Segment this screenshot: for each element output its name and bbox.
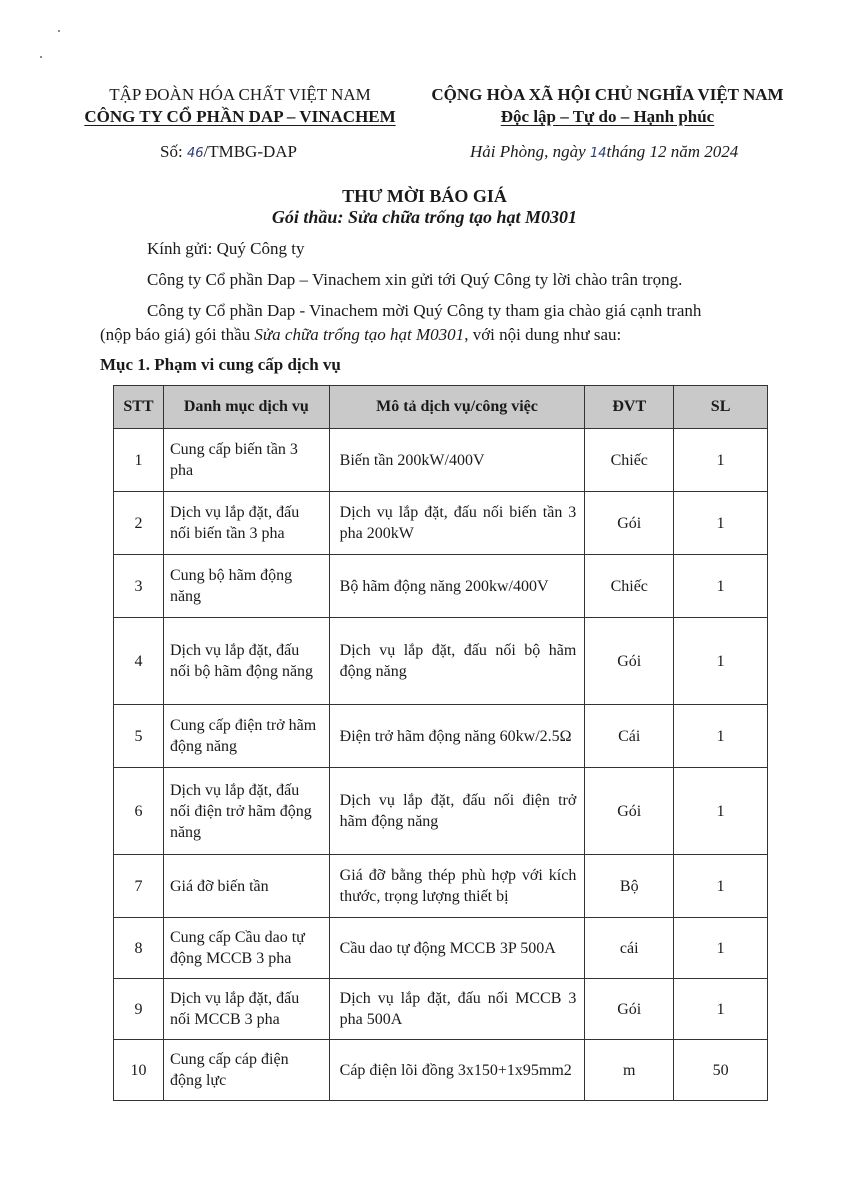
row-stt: 3 bbox=[114, 555, 164, 618]
row-stt: 1 bbox=[114, 429, 164, 492]
row-unit: Gói bbox=[585, 492, 674, 555]
row-description: Bộ hãm động năng 200kw/400V bbox=[329, 555, 585, 618]
row-description: Điện trở hãm động năng 60kw/2.5Ω bbox=[329, 705, 585, 768]
row-stt: 5 bbox=[114, 705, 164, 768]
table-row bbox=[114, 618, 768, 705]
invitation-line1: Công ty Cổ phần Dap - Vinachem mời Quý Công ty tham gia chào giá cạnh tranh bbox=[147, 301, 702, 320]
header-description: Mô tả dịch vụ/công việc bbox=[329, 386, 585, 429]
table-header-row bbox=[114, 386, 768, 429]
table-row bbox=[114, 855, 768, 918]
row-quantity: 1 bbox=[674, 768, 768, 855]
row-unit: cái bbox=[585, 918, 674, 979]
invitation-line2: (nộp báo giá) gói thầu Sửa chữa trống tạo hạt M0301, với nội dung như sau: bbox=[100, 325, 622, 344]
table-row bbox=[114, 492, 768, 555]
handwritten-number: 46 bbox=[186, 146, 204, 161]
header-unit: ĐVT bbox=[585, 386, 674, 429]
row-stt: 4 bbox=[114, 618, 164, 705]
row-description: Dịch vụ lắp đặt, đấu nối bộ hãm động năng bbox=[329, 618, 585, 705]
row-unit: Gói bbox=[585, 618, 674, 705]
row-service: Giá đỡ biến tần bbox=[163, 855, 329, 918]
row-description: Giá đỡ bằng thép phù hợp với kích thước, trọng lượng thiết bị bbox=[329, 855, 585, 918]
row-quantity: 1 bbox=[674, 918, 768, 979]
row-quantity: 1 bbox=[674, 429, 768, 492]
row-quantity: 50 bbox=[674, 1040, 768, 1101]
header-stt: STT bbox=[114, 386, 164, 429]
row-description: Dịch vụ lắp đặt, đấu nối MCCB 3 pha 500A bbox=[329, 979, 585, 1040]
issuer-company: CÔNG TY CỔ PHẦN DAP – VINACHEM bbox=[84, 107, 396, 126]
row-description: Dịch vụ lắp đặt, đấu nối biến tần 3 pha 200kW bbox=[329, 492, 585, 555]
scan-speck bbox=[58, 30, 60, 32]
row-quantity: 1 bbox=[674, 705, 768, 768]
header-service: Danh mục dịch vụ bbox=[163, 386, 329, 429]
document-date: Hải Phòng, ngày 14tháng 12 năm 2024 bbox=[470, 142, 739, 161]
table-row bbox=[114, 555, 768, 618]
row-unit: Bộ bbox=[585, 855, 674, 918]
document-title: THƯ MỜI BÁO GIÁ bbox=[342, 186, 507, 206]
greeting: Kính gửi: Quý Công ty bbox=[147, 239, 305, 258]
row-quantity: 1 bbox=[674, 555, 768, 618]
row-quantity: 1 bbox=[674, 855, 768, 918]
row-unit: Gói bbox=[585, 979, 674, 1040]
row-unit: m bbox=[585, 1040, 674, 1101]
national-header bbox=[405, 84, 810, 128]
row-service: Dịch vụ lắp đặt, đấu nối biến tần 3 pha bbox=[163, 492, 329, 555]
row-description: Cáp điện lõi đồng 3x150+1x95mm2 bbox=[329, 1040, 585, 1101]
table-row bbox=[114, 1040, 768, 1101]
row-service: Cung bộ hãm động năng bbox=[163, 555, 329, 618]
row-service: Cung cấp điện trở hãm động năng bbox=[163, 705, 329, 768]
row-description: Biến tần 200kW/400V bbox=[329, 429, 585, 492]
row-service: Cung cấp Cầu dao tự động MCCB 3 pha bbox=[163, 918, 329, 979]
table-row bbox=[114, 979, 768, 1040]
document-subtitle: Gói thầu: Sửa chữa trống tạo hạt M0301 bbox=[271, 207, 578, 227]
table-row bbox=[114, 429, 768, 492]
issuer-header bbox=[70, 84, 410, 128]
national-motto: Độc lập – Tự do – Hạnh phúc bbox=[500, 107, 715, 126]
row-unit: Cái bbox=[585, 705, 674, 768]
handwritten-day: 14 bbox=[589, 146, 607, 161]
intro-paragraph: Công ty Cổ phần Dap – Vinachem xin gửi tới Quý Công ty lời chào trân trọng. bbox=[147, 270, 683, 289]
row-service: Dịch vụ lắp đặt, đấu nối MCCB 3 pha bbox=[163, 979, 329, 1040]
row-service: Cung cấp cáp điện động lực bbox=[163, 1040, 329, 1101]
row-stt: 9 bbox=[114, 979, 164, 1040]
row-service: Dịch vụ lắp đặt, đấu nối bộ hãm động năng bbox=[163, 618, 329, 705]
row-unit: Chiếc bbox=[585, 555, 674, 618]
row-stt: 6 bbox=[114, 768, 164, 855]
row-description: Dịch vụ lắp đặt, đấu nối điện trở hãm động năng bbox=[329, 768, 585, 855]
document-number: Số: 46/TMBG-DAP bbox=[160, 142, 297, 161]
row-quantity: 1 bbox=[674, 979, 768, 1040]
row-stt: 7 bbox=[114, 855, 164, 918]
row-service: Cung cấp biến tần 3 pha bbox=[163, 429, 329, 492]
issuer-group: TẬP ĐOÀN HÓA CHẤT VIỆT NAM bbox=[109, 85, 371, 104]
table-row bbox=[114, 918, 768, 979]
row-service: Dịch vụ lắp đặt, đấu nối điện trở hãm động năng bbox=[163, 768, 329, 855]
row-quantity: 1 bbox=[674, 492, 768, 555]
table-row bbox=[114, 705, 768, 768]
row-quantity: 1 bbox=[674, 618, 768, 705]
national-title: CỘNG HÒA XÃ HỘI CHỦ NGHĨA VIỆT NAM bbox=[431, 85, 784, 104]
service-table bbox=[113, 385, 768, 1101]
table-row bbox=[114, 768, 768, 855]
row-stt: 2 bbox=[114, 492, 164, 555]
row-stt: 8 bbox=[114, 918, 164, 979]
row-unit: Chiếc bbox=[585, 429, 674, 492]
row-description: Cầu dao tự động MCCB 3P 500A bbox=[329, 918, 585, 979]
scan-speck bbox=[40, 56, 42, 58]
section-heading: Mục 1. Phạm vi cung cấp dịch vụ bbox=[100, 355, 341, 374]
row-unit: Gói bbox=[585, 768, 674, 855]
header-quantity: SL bbox=[674, 386, 768, 429]
row-stt: 10 bbox=[114, 1040, 164, 1101]
